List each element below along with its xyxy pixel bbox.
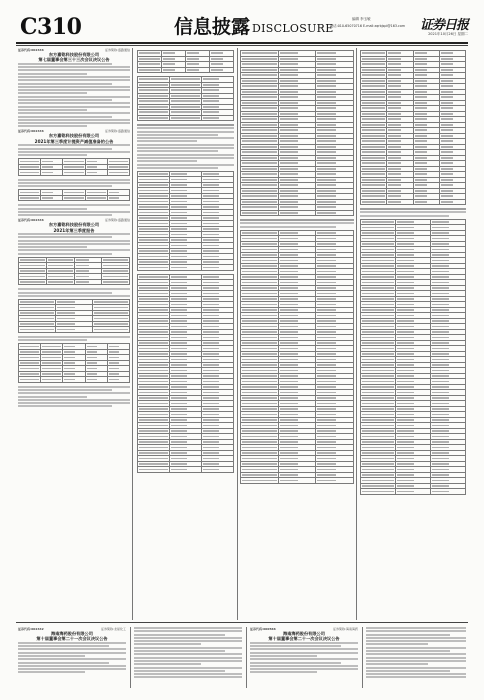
notice-code-line: 证券代码:000566 证券简称:海南海药 — [250, 627, 358, 631]
contact-line: 电话:010-65070716 E-mail:zqrbjspl@163.com — [330, 24, 406, 28]
data-table — [18, 343, 130, 383]
dateline: 2021年10月26日 星期二 — [428, 32, 468, 36]
column-divider — [362, 627, 363, 688]
bottom-notice-body — [134, 627, 242, 688]
column-divider — [246, 627, 247, 688]
column-divider — [237, 48, 238, 620]
section-title-en: DISCLOSURE — [252, 22, 334, 35]
newspaper-logo: 证券日报 — [419, 18, 468, 33]
notice-company: 海南海药股份有限公司 — [51, 631, 93, 636]
bottom-notices — [16, 622, 468, 688]
column-divider — [132, 48, 133, 620]
bottom-notice-body — [366, 627, 466, 688]
notice-company: 东方嘉铭科技股份有限公司 — [48, 52, 100, 57]
notice-code-line: 证券代码:002446 证券简称:盛路通信 — [18, 218, 130, 223]
notice-title: 2021年第三季度计提资产减值准备的公告 — [34, 138, 114, 144]
notice-title: 第七届董事会第三十三次会议决议公告 — [38, 57, 110, 63]
notice-code-line: 证券代码:002442 证券简称:龙星化工 — [18, 627, 126, 631]
column-2 — [137, 48, 234, 620]
masthead — [16, 14, 468, 40]
column-3 — [240, 48, 354, 620]
editor-line: 编辑 李玉敏 — [352, 17, 371, 21]
data-table — [360, 219, 466, 495]
notice-title: 2021年第三季度报告 — [53, 227, 95, 233]
section-title-cn: 信息披露 — [174, 16, 251, 38]
data-table — [137, 171, 234, 271]
data-table — [137, 76, 234, 121]
data-table — [137, 274, 234, 473]
column-1 — [18, 48, 130, 620]
notice-code-line: 证券代码:002446 证券简称:盛路通信 — [18, 48, 130, 52]
notice-title: 第十届董事会第二十一次会议决议公告 — [268, 636, 340, 642]
data-table — [18, 189, 130, 201]
notice-title: 第十届董事会第二十一次会议决议公告 — [36, 636, 108, 642]
bottom-notice-left — [18, 627, 126, 688]
masthead-rule-thin — [16, 45, 468, 46]
data-table — [240, 230, 354, 484]
notice-company: 东方嘉铭科技股份有限公司 — [48, 133, 100, 139]
notice-company: 东方嘉铭科技股份有限公司 — [48, 222, 100, 228]
column-divider — [130, 627, 131, 688]
masthead-rule-thick — [16, 42, 468, 44]
notice-code-line: 证券代码:002446 证券简称:盛路通信 — [18, 129, 130, 134]
column-divider — [356, 48, 357, 620]
data-table — [18, 257, 130, 286]
notice-company: 海南海药股份有限公司 — [283, 631, 325, 636]
data-table — [137, 50, 234, 73]
data-table — [240, 50, 354, 216]
data-table — [18, 299, 130, 333]
page-number: C310 — [20, 14, 82, 40]
data-table — [360, 50, 466, 205]
bottom-notice-right — [250, 627, 358, 688]
column-4 — [360, 48, 466, 620]
data-table — [18, 158, 130, 176]
